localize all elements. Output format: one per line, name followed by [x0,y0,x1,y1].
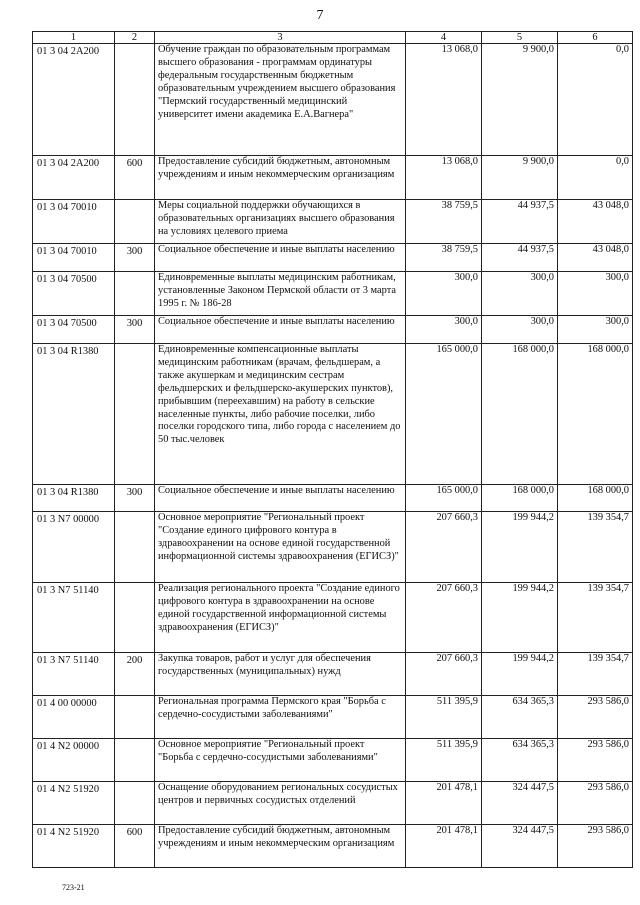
cell-name: Основное мероприятие "Региональный проект "Создание единого цифрового контура в здравоохранении на основе единой государственной информационной системы здравоохранения (ЕГИСЗ)" [155,512,406,583]
cell-amount-col4: 13 068,0 [406,156,482,200]
cell-expense-type: 200 [115,653,155,696]
cell-amount-col4: 38 759,5 [406,244,482,272]
cell-target-article: 01 3 N7 51140 [33,583,115,653]
cell-amount-col5: 324 447,5 [482,782,558,825]
table-row [33,739,633,782]
cell-amount-col5: 9 900,0 [482,44,558,156]
cell-name: Предоставление субсидий бюджетным, автономным учреждениям и иным некоммерческим организациям [155,156,406,200]
cell-name: Меры социальной поддержки обучающихся в образовательных организациях высшего образования на условиях целевого приема [155,200,406,244]
cell-expense-type: 600 [115,825,155,868]
cell-amount-col5: 44 937,5 [482,244,558,272]
cell-target-article: 01 3 04 R1380 [33,344,115,485]
cell-amount-col5: 634 365,3 [482,696,558,739]
table-row [33,782,633,825]
cell-expense-type: 600 [115,156,155,200]
column-header: 4 [406,32,482,44]
table-row [33,316,633,344]
cell-amount-col6: 168 000,0 [558,344,633,485]
table-row [33,512,633,583]
column-header: 5 [482,32,558,44]
cell-amount-col6: 139 354,7 [558,512,633,583]
column-header: 1 [33,32,115,44]
cell-name: Обучение граждан по образовательным программам высшего образования - программам ординатуры федеральным государственным бюджетным образовательным учреждением высшего образования "Пермский государственный медицинский университет имени академика Е.А.Вагнера" [155,44,406,156]
cell-expense-type: 300 [115,316,155,344]
cell-amount-col5: 44 937,5 [482,200,558,244]
cell-name: Единовременные компенсационные выплаты медицинским работникам (врачам, фельдшерам, а также акушеркам и медицинским сестрам фельдшерских и фельдшерско-акушерских пунктов), прибывшим (переехавшим) на работу в сельские населенные пункты, либо рабочие поселки, либо поселки городского типа, либо города с населением до 50 тыс.человек [155,344,406,485]
cell-amount-col4: 165 000,0 [406,344,482,485]
cell-expense-type: 300 [115,485,155,512]
table-row [33,583,633,653]
cell-target-article: 01 4 N2 51920 [33,825,115,868]
cell-amount-col4: 207 660,3 [406,512,482,583]
cell-amount-col5: 300,0 [482,316,558,344]
cell-amount-col5: 168 000,0 [482,485,558,512]
table-row [33,244,633,272]
cell-amount-col5: 9 900,0 [482,156,558,200]
cell-expense-type [115,512,155,583]
cell-name: Социальное обеспечение и иные выплаты населению [155,244,406,272]
table-row [33,653,633,696]
cell-amount-col6: 168 000,0 [558,485,633,512]
cell-target-article: 01 4 N2 51920 [33,782,115,825]
cell-amount-col4: 207 660,3 [406,583,482,653]
cell-expense-type [115,739,155,782]
cell-name: Оснащение оборудованием региональных сосудистых центров и первичных сосудистых отделений [155,782,406,825]
table-row [33,696,633,739]
cell-amount-col5: 199 944,2 [482,653,558,696]
cell-amount-col6: 293 586,0 [558,739,633,782]
cell-amount-col6: 43 048,0 [558,244,633,272]
cell-amount-col5: 199 944,2 [482,512,558,583]
table-row [33,156,633,200]
cell-amount-col6: 0,0 [558,44,633,156]
table-body [33,44,633,868]
cell-target-article: 01 3 N7 00000 [33,512,115,583]
cell-amount-col4: 38 759,5 [406,200,482,244]
table-header-row [33,32,633,44]
table-row [33,485,633,512]
cell-amount-col6: 293 586,0 [558,825,633,868]
cell-target-article: 01 3 04 70010 [33,200,115,244]
cell-amount-col4: 207 660,3 [406,653,482,696]
cell-amount-col4: 201 478,1 [406,782,482,825]
table-row [33,825,633,868]
cell-target-article: 01 4 00 00000 [33,696,115,739]
cell-target-article: 01 3 04 R1380 [33,485,115,512]
cell-target-article: 01 3 04 70500 [33,316,115,344]
column-header: 6 [558,32,633,44]
budget-table [32,31,633,868]
cell-amount-col6: 293 586,0 [558,782,633,825]
cell-amount-col5: 634 365,3 [482,739,558,782]
cell-amount-col4: 300,0 [406,272,482,316]
column-header: 2 [115,32,155,44]
cell-amount-col4: 511 395,9 [406,696,482,739]
cell-target-article: 01 3 04 70010 [33,244,115,272]
table-row [33,200,633,244]
cell-expense-type [115,200,155,244]
cell-name: Социальное обеспечение и иные выплаты населению [155,485,406,512]
cell-name: Закупка товаров, работ и услуг для обеспечения государственных (муниципальных) нужд [155,653,406,696]
cell-target-article: 01 3 N7 51140 [33,653,115,696]
cell-amount-col4: 13 068,0 [406,44,482,156]
table-row [33,44,633,156]
cell-amount-col6: 293 586,0 [558,696,633,739]
cell-target-article: 01 3 04 2A200 [33,44,115,156]
cell-amount-col4: 300,0 [406,316,482,344]
column-header: 3 [155,32,406,44]
cell-target-article: 01 3 04 70500 [33,272,115,316]
cell-name: Основное мероприятие "Региональный проект "Борьба с сердечно-сосудистыми заболеваниями" [155,739,406,782]
cell-amount-col4: 201 478,1 [406,825,482,868]
cell-target-article: 01 3 04 2A200 [33,156,115,200]
table-row [33,344,633,485]
cell-name: Предоставление субсидий бюджетным, автономным учреждениям и иным некоммерческим организациям [155,825,406,868]
cell-amount-col6: 300,0 [558,316,633,344]
cell-amount-col6: 300,0 [558,272,633,316]
cell-amount-col5: 300,0 [482,272,558,316]
cell-amount-col5: 168 000,0 [482,344,558,485]
table-row [33,272,633,316]
cell-name: Региональная программа Пермского края "Борьба с сердечно-сосудистыми заболеваниями" [155,696,406,739]
cell-expense-type: 300 [115,244,155,272]
cell-expense-type [115,44,155,156]
cell-expense-type [115,272,155,316]
document-code: 723-21 [62,883,85,892]
page-number: 7 [316,8,324,23]
cell-amount-col5: 199 944,2 [482,583,558,653]
cell-amount-col6: 0,0 [558,156,633,200]
cell-target-article: 01 4 N2 00000 [33,739,115,782]
cell-amount-col6: 43 048,0 [558,200,633,244]
cell-amount-col4: 511 395,9 [406,739,482,782]
cell-expense-type [115,696,155,739]
cell-name: Реализация регионального проекта "Создание единого цифрового контура в здравоохранении на основе единой государственной информационной системы здравоохранения (ЕГИСЗ)" [155,583,406,653]
cell-expense-type [115,344,155,485]
cell-expense-type [115,782,155,825]
cell-amount-col4: 165 000,0 [406,485,482,512]
cell-name: Единовременные выплаты медицинским работникам, установленные Законом Пермской области от 3 марта 1995 г. № 186-28 [155,272,406,316]
cell-amount-col5: 324 447,5 [482,825,558,868]
cell-name: Социальное обеспечение и иные выплаты населению [155,316,406,344]
cell-amount-col6: 139 354,7 [558,583,633,653]
cell-expense-type [115,583,155,653]
cell-amount-col6: 139 354,7 [558,653,633,696]
